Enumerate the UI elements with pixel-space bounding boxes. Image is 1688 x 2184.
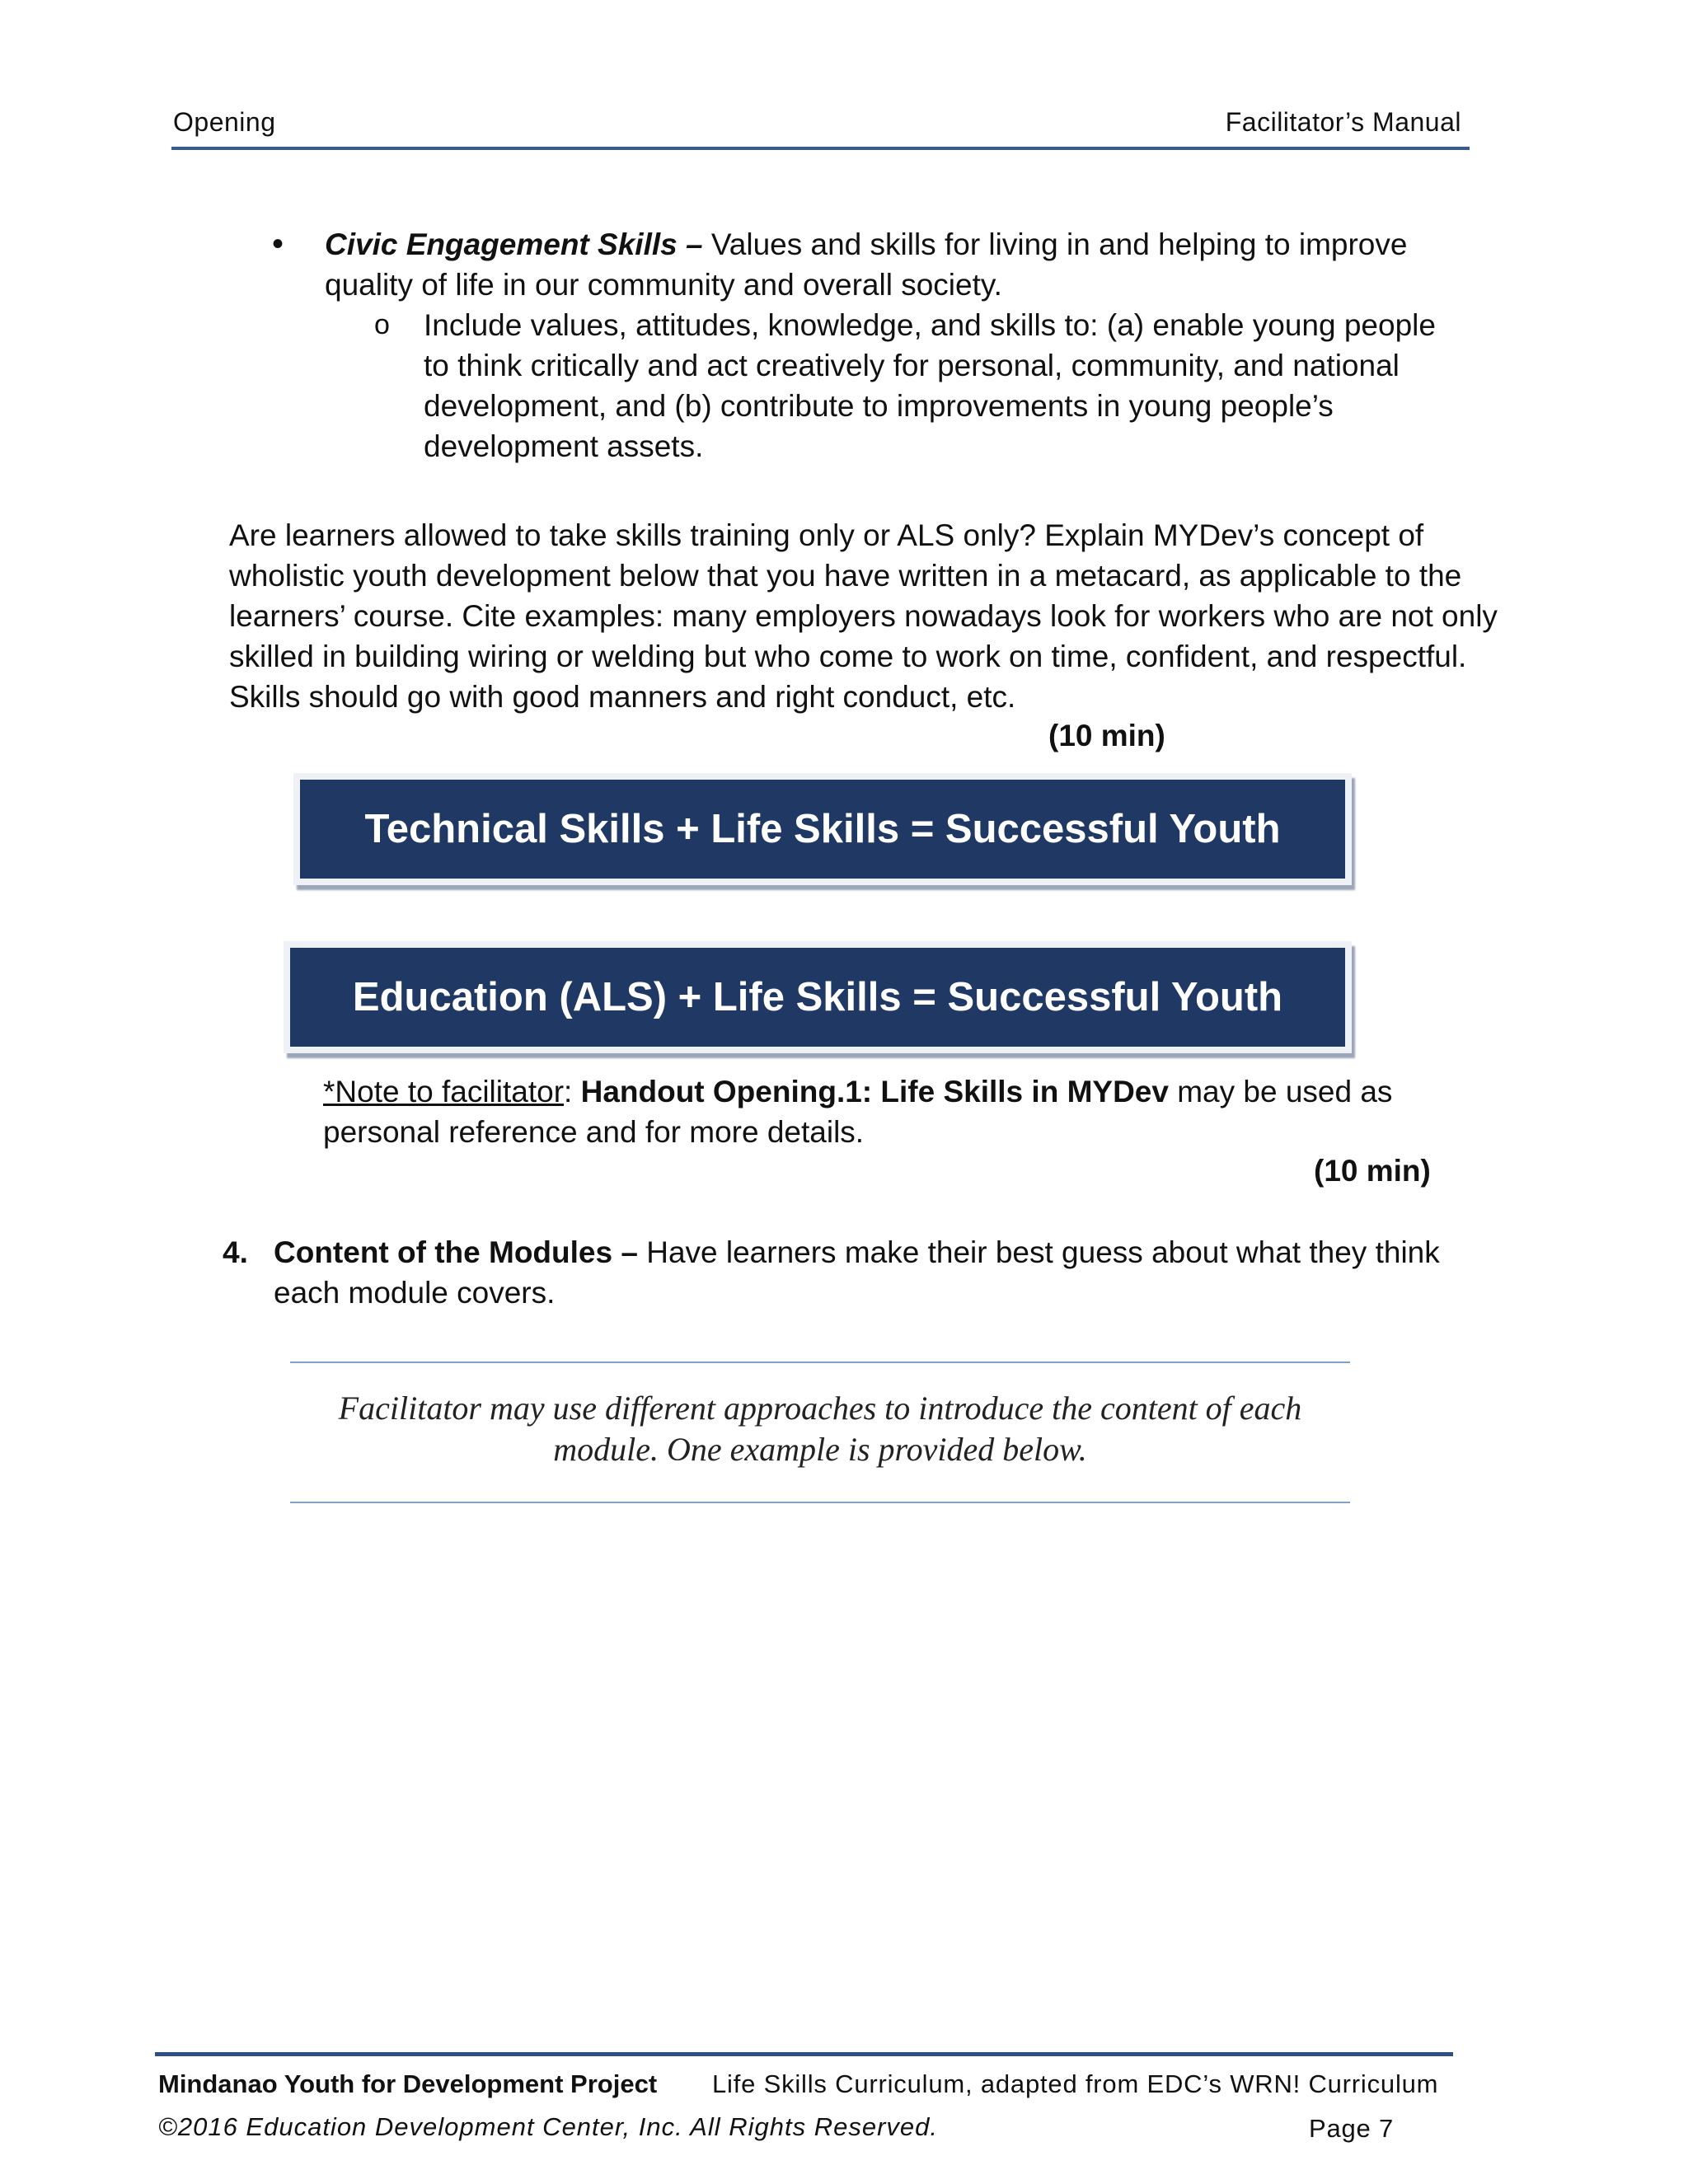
footer-curriculum: Life Skills Curriculum, adapted from EDC’s WRN! Curriculum	[712, 2069, 1439, 2098]
time-estimate: (10 min)	[1048, 719, 1165, 752]
footer-copyright: ©2016 Education Development Center, Inc. All Rights Reserved.	[158, 2112, 938, 2141]
time-estimate: (10 min)	[1314, 1154, 1431, 1188]
item-text: Have learners make their best guess about what they think each module covers.	[274, 1235, 1440, 1310]
item-body	[223, 1232, 1459, 1313]
header-manual-title: Facilitator’s Manual	[1225, 107, 1461, 137]
handout-reference: Handout Opening.1: Life Skills in MYDev	[580, 1075, 1169, 1108]
banner-text: Education (ALS) + Life Skills = Successful Youth	[290, 948, 1345, 1047]
bullet-dot-icon: •	[272, 226, 284, 262]
note-text: may be used as personal reference and for more details.	[323, 1075, 1393, 1149]
note-colon: :	[564, 1075, 581, 1108]
technical-skills-banner	[293, 773, 1352, 885]
wholistic-development-paragraph: Are learners allowed to take skills training only or ALS only? Explain MYDev’s concept of wholistic youth development below that you have written in a metacard, as applicable to the learners’ course. Cite examples: many employers nowadays look for workers who are not only skilled in building wiring or welding but who come to work on time, confident, and respectful. Skills should go with good manners and right conduct, etc.	[229, 518, 1498, 714]
education-skills-banner	[284, 941, 1352, 1053]
sub-bullet-marker: o	[374, 309, 390, 340]
sub-bullet-text: Include values, attitudes, knowledge, and skills to: (a) enable young people to think critically and act creatively for personal, community, and national development, and (b) contribute to improvements in young people’s development assets.	[424, 308, 1436, 463]
note-label: *Note to facilitator	[323, 1075, 565, 1108]
bullet-term: Civic Engagement Skills –	[325, 227, 703, 261]
page-footer	[155, 2052, 1453, 2155]
facilitator-note	[323, 1071, 1510, 1152]
page-number: Page 7	[1309, 2114, 1395, 2143]
facilitator-callout	[290, 1361, 1350, 1503]
page-header	[171, 101, 1470, 150]
header-section-title: Opening	[173, 107, 276, 137]
callout-text: Facilitator may use different approaches to introduce the content of each module. One example is provided below.	[338, 1390, 1302, 1468]
bullet-item	[272, 224, 1467, 305]
civic-engagement-bullet	[272, 224, 1467, 466]
item-title: Content of the Modules –	[274, 1235, 638, 1269]
footer-organization: Mindanao Youth for Development Project	[158, 2069, 658, 2098]
numbered-item-4	[223, 1232, 1459, 1313]
sub-bullet-item	[272, 305, 1437, 466]
item-number: 4.	[223, 1235, 248, 1269]
bullet-text: Values and skills for living in and helping to improve quality of life in our community and overall society.	[325, 227, 1408, 302]
banner-text: Technical Skills + Life Skills = Successful Youth	[300, 780, 1345, 879]
